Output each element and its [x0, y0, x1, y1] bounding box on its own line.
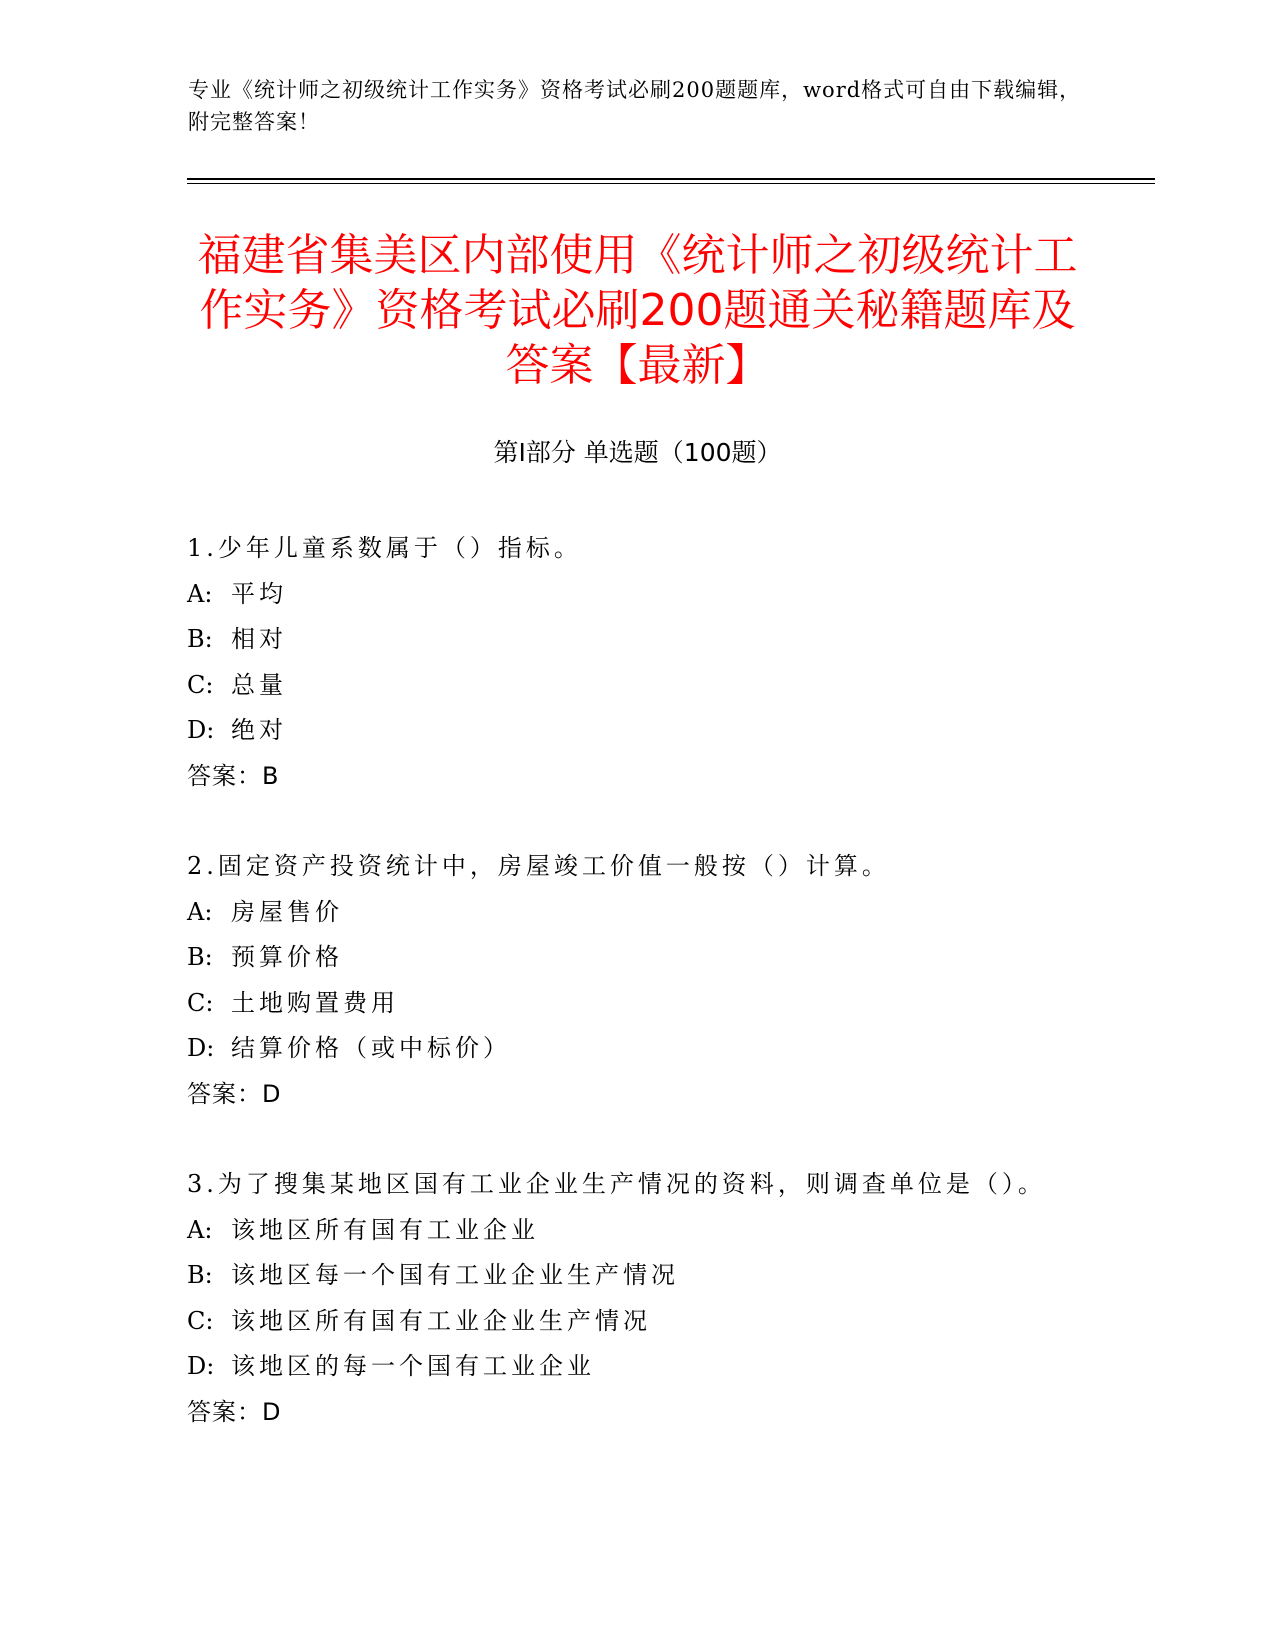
option-text: 该地区所有国有工业企业生产情况: [231, 1306, 651, 1335]
question-2: [187, 844, 1067, 1117]
option-a: [187, 1208, 1067, 1254]
option-c: [187, 663, 1067, 709]
option-text: 房屋售价: [231, 897, 343, 926]
option-label: B:: [187, 943, 213, 971]
option-text: 结算价格（或中标价）: [231, 1034, 511, 1062]
option-label: B:: [187, 1261, 213, 1289]
option-label: C:: [187, 1306, 214, 1335]
option-c: [187, 1299, 1067, 1345]
option-d: [187, 708, 1067, 754]
option-text: 土地购置费用: [231, 988, 399, 1017]
option-b: [187, 935, 1067, 981]
option-label: C:: [187, 670, 214, 699]
option-text: 绝对: [231, 716, 287, 744]
question-stem: 3.为了搜集某地区国有工业企业生产情况的资料，则调查单位是（）。: [187, 1170, 1046, 1198]
option-d: [187, 1344, 1067, 1390]
question-stem: 1.少年儿童系数属于（）指标。: [187, 534, 582, 562]
question-3: [187, 1162, 1067, 1435]
option-a: [187, 890, 1067, 936]
option-b: [187, 1253, 1067, 1299]
option-text: 该地区所有国有工业企业: [231, 1215, 539, 1244]
option-text: 总量: [231, 670, 287, 699]
option-label: D:: [187, 1352, 215, 1380]
option-label: A:: [187, 897, 213, 926]
option-d: [187, 1026, 1067, 1072]
option-text: 该地区的每一个国有工业企业: [231, 1352, 595, 1380]
header-rule-thick: [187, 178, 1155, 180]
answer: 答案：D: [187, 1397, 282, 1426]
answer: 答案：B: [187, 761, 280, 790]
option-label: B:: [187, 625, 213, 653]
option-c: [187, 981, 1067, 1027]
option-text: 预算价格: [231, 943, 343, 971]
section-title: 第Ⅰ部分 单选题（100题）: [493, 438, 782, 467]
option-label: A:: [187, 579, 213, 608]
answer: 答案：D: [187, 1079, 282, 1108]
option-label: A:: [187, 1215, 213, 1244]
question-1: [187, 526, 1067, 799]
question-stem: 2.固定资产投资统计中，房屋竣工价值一般按（）计算。: [187, 852, 890, 880]
option-label: C:: [187, 988, 214, 1017]
option-a: [187, 572, 1067, 618]
document-title: 福建省集美区内部使用《统计师之初级统计工作实务》资格考试必刷200题通关秘籍题库及答案【最新】: [197, 230, 1078, 391]
option-text: 平均: [231, 579, 287, 608]
question-list: [187, 526, 1067, 1480]
header-note: 专业《统计师之初级统计工作实务》资格考试必刷200题题库，word格式可自由下载编辑，附完整答案！: [188, 78, 1082, 134]
option-label: D:: [187, 716, 215, 744]
header-rule-thin: [187, 183, 1155, 184]
option-text: 相对: [231, 625, 287, 653]
option-label: D:: [187, 1034, 215, 1062]
option-b: [187, 617, 1067, 663]
option-text: 该地区每一个国有工业企业生产情况: [231, 1261, 679, 1289]
